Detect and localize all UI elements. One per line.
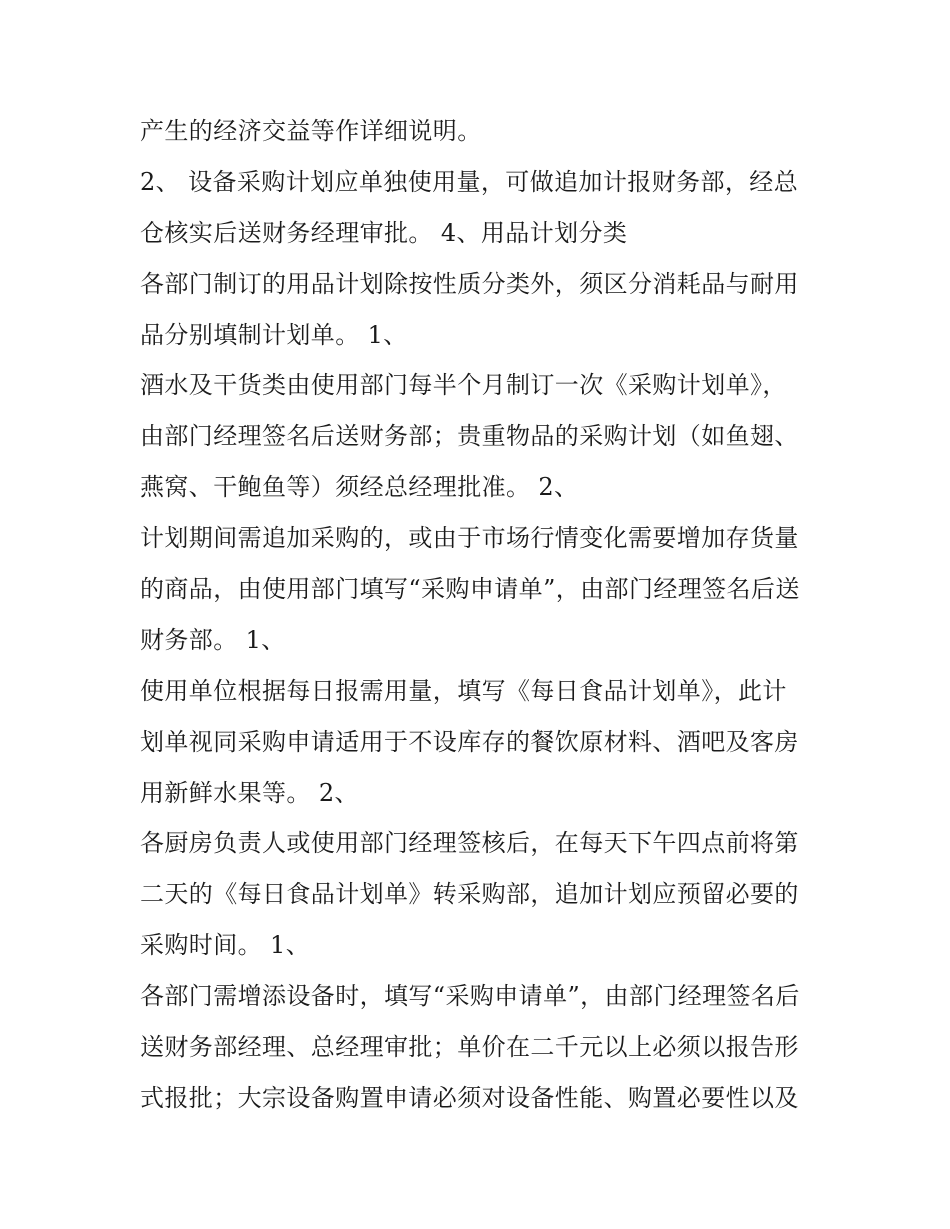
text-line: 使用单位根据每日报需用量，填写《每日食品计划单》，此计 (140, 676, 787, 705)
text-line: 仓核实后送财务经理审批。 4、用品计划分类 (140, 218, 628, 247)
text-line: 二天的《每日食品计划单》转采购部，追加计划应预留必要的 (140, 880, 799, 909)
text-line: 燕窝、干鲍鱼等）须经总经理批准。 2、 (140, 473, 579, 502)
body-text (140, 106, 840, 1124)
text-line: 采购时间。 1、 (140, 931, 311, 960)
text-line: 各部门需增添设备时，填写“采购申请单”，由部门经理签名后 (140, 982, 800, 1011)
text-line: 酒水及干货类由使用部门每半个月制订一次《采购计划单》， (140, 371, 787, 400)
text-line: 计划期间需追加采购的，或由于市场行情变化需要增加存货量 (140, 524, 799, 553)
text-line: 送财务部经理、总经理审批；单价在二千元以上必须以报告形 (140, 1033, 799, 1062)
text-line: 划单视同采购申请适用于不设库存的餐饮原材料、酒吧及客房 (140, 727, 799, 756)
text-line: 由部门经理签名后送财务部；贵重物品的采购计划（如鱼翅、 (140, 422, 799, 451)
text-line: 的商品，由使用部门填写“采购申请单”，由部门经理签名后送 (140, 575, 800, 604)
text-line: 2、 设备采购计划应单独使用量，可做追加计报财务部，经总 (140, 167, 799, 196)
text-line: 各厨房负责人或使用部门经理签核后，在每天下午四点前将第 (140, 829, 799, 858)
text-line: 财务部。 1、 (140, 625, 286, 654)
text-line: 品分别填制计划单。 1、 (140, 320, 408, 349)
text-line: 各部门制订的用品计划除按性质分类外，须区分消耗品与耐用 (140, 269, 799, 298)
text-line: 用新鲜水果等。 2、 (140, 778, 359, 807)
text-line: 式报批；大宗设备购置申请必须对设备性能、购置必要性以及 (140, 1083, 799, 1112)
text-line: 产生的经济交益等作详细说明。 (140, 117, 482, 145)
